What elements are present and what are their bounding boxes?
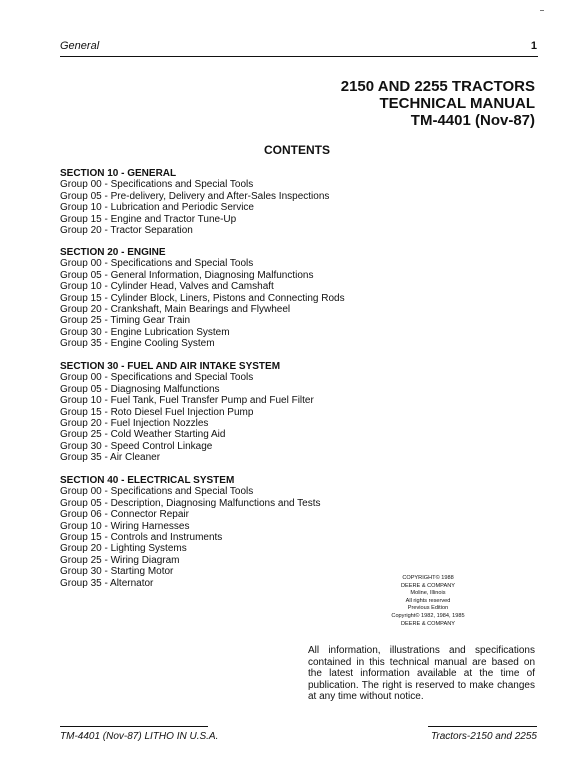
copyright-line: DEERE & COMPANY <box>401 582 455 589</box>
toc-group: Group 05 - Diagnosing Malfunctions <box>60 383 220 395</box>
section-title: SECTION 20 - ENGINE <box>60 247 166 258</box>
toc-group: Group 15 - Engine and Tractor Tune-Up <box>60 213 237 225</box>
toc-section-30 <box>60 361 314 464</box>
section-title: SECTION 30 - FUEL AND AIR INTAKE SYSTEM <box>60 361 281 372</box>
toc-group: Group 15 - Controls and Instruments <box>60 532 223 544</box>
toc-group: Group 25 - Cold Weather Starting Aid <box>60 429 226 441</box>
title-line-1: 2150 AND 2255 TRACTORS <box>340 78 535 95</box>
toc-group: Group 15 - Cylinder Block, Liners, Pistons and Connecting Rods <box>60 292 345 304</box>
toc-group: Group 00 - Specifications and Special Tools <box>60 179 254 191</box>
title-line-3: TM-4401 (Nov-87) <box>410 112 535 129</box>
toc-group: Group 05 - Description, Diagnosing Malfunctions and Tests <box>60 497 321 509</box>
toc-group: Group 10 - Cylinder Head, Valves and Camshaft <box>60 281 274 293</box>
toc-group: Group 25 - Timing Gear Train <box>60 315 191 327</box>
toc-group: Group 00 - Specifications and Special Tools <box>60 258 254 270</box>
toc-section-40 <box>60 475 321 589</box>
toc-group: Group 20 - Crankshaft, Main Bearings and Flywheel <box>60 304 291 316</box>
contents-heading: CONTENTS <box>264 143 330 157</box>
toc-group: Group 06 - Connector Repair <box>60 509 189 521</box>
toc-group: Group 00 - Specifications and Special Tools <box>60 486 254 498</box>
toc-group: Group 05 - General Information, Diagnosing Malfunctions <box>60 269 314 281</box>
title-line-2: TECHNICAL MANUAL <box>379 95 535 112</box>
header-section-label: General <box>60 40 100 52</box>
footer-rule-left <box>60 726 208 727</box>
toc-group: Group 10 - Fuel Tank, Fuel Transfer Pump and Fuel Filter <box>60 395 314 407</box>
toc-group: Group 35 - Air Cleaner <box>60 452 161 464</box>
copyright-line: COPYRIGHT© 1988 <box>402 575 454 581</box>
toc-group: Group 10 - Lubrication and Periodic Service <box>60 202 254 214</box>
toc-group: Group 30 - Starting Motor <box>60 566 174 578</box>
toc-group: Group 20 - Fuel Injection Nozzles <box>60 418 209 430</box>
section-title: SECTION 40 - ELECTRICAL SYSTEM <box>60 475 235 486</box>
toc-group: Group 00 - Specifications and Special Tools <box>60 372 254 384</box>
toc-group: Group 30 - Speed Control Linkage <box>60 440 213 452</box>
section-title: SECTION 10 - GENERAL <box>60 168 177 179</box>
copyright-block <box>372 575 484 628</box>
footer-publication-code: TM-4401 (Nov-87) LITHO IN U.S.A. <box>60 731 219 742</box>
toc-group: Group 35 - Engine Cooling System <box>60 338 215 350</box>
copyright-line: Previous Edition <box>407 605 449 612</box>
toc-group: Group 25 - Wiring Diagram <box>60 554 180 566</box>
toc-group: Group 10 - Wiring Harnesses <box>60 520 190 532</box>
page-number: 1 <box>530 40 537 52</box>
disclaimer-text: All information, illustrations and specifications contained in this technical manual are based on the latest information available at the time of publication. The right is reserved to make changes at any time without notice. <box>308 645 535 703</box>
toc-group: Group 20 - Lighting Systems <box>60 543 187 555</box>
toc-section-20 <box>60 247 345 350</box>
toc-group: Group 35 - Alternator <box>60 577 154 589</box>
footer-rule-right <box>428 726 537 727</box>
document-title <box>341 78 535 129</box>
copyright-line: Copyright© 1982, 1984, 1985 <box>391 612 465 619</box>
copyright-line: All rights reserved <box>405 597 451 604</box>
toc-group: Group 30 - Engine Lubrication System <box>60 326 230 338</box>
header-rule <box>60 56 538 57</box>
copyright-line: DEERE & COMPANY <box>401 620 455 627</box>
scan-mark <box>540 10 544 11</box>
toc-group: Group 15 - Roto Diesel Fuel Injection Pump <box>60 406 254 418</box>
toc-group: Group 20 - Tractor Separation <box>60 225 193 237</box>
footer-product-name: Tractors-2150 and 2255 <box>431 731 537 742</box>
toc-group: Group 05 - Pre-delivery, Delivery and After-Sales Inspections <box>60 190 330 202</box>
copyright-line: Moline, Illinois <box>410 590 446 597</box>
toc-section-10 <box>60 168 329 236</box>
